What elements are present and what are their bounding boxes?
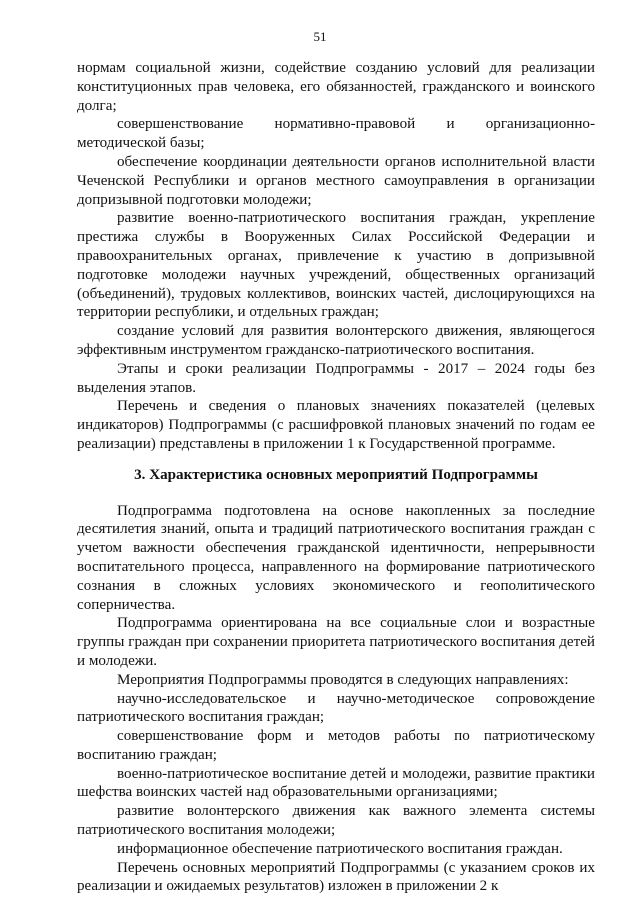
paragraph: развитие волонтерского движения как важного элемента системы патриотического воспитания молодежи; [77,803,595,839]
paragraph: Подпрограмма ориентирована на все социальные слои и возрастные группы граждан при сохранении приоритета патриотического воспитания детей и молодежи. [77,615,595,669]
document-body [77,59,595,896]
section-heading: 3. Характеристика основных мероприятий Подпрограммы [134,466,538,483]
page-number: 51 [313,29,327,44]
paragraph: обеспечение координации деятельности органов исполнительной власти Чеченской Республики и органов местного самоуправления в организации допризывной подготовки молодежи; [77,153,595,208]
paragraph: информационное обеспечение патриотического воспитания граждан. [117,840,563,857]
paragraph: совершенствование форм и методов работы по патриотическому воспитанию граждан; [77,728,595,763]
paragraph: создание условий для развития волонтерского движения, являющегося эффективным инструментом гражданско-патриотического воспитания. [77,323,595,358]
paragraph: нормам социальной жизни, содействие созданию условий для реализации конституционных прав человека, его обязанностей, гражданского и воинского долга; [77,60,595,114]
paragraph: Мероприятия Подпрограммы проводятся в следующих направлениях: [117,671,569,688]
paragraph: развитие военно-патриотического воспитания граждан, укрепление престижа службы в Вооруженных Силах Российской Федерации и правоохранительных органах, привлечение к участию в допризывной подготовке молодежи научных учреждений, общественных организаций (объединений), трудовых коллективов, воинских частей, дислоцирующихся на территории республики, и отдельных граждан; [77,210,595,321]
paragraph: военно-патриотическое воспитание детей и молодежи, развитие практики шефства воинских частей над образовательными организациями; [77,765,595,801]
paragraph: научно-исследовательское и научно-методическое сопровождение патриотического воспитания граждан; [77,690,595,726]
paragraph: Этапы и сроки реализации Подпрограммы - 2017 – 2024 годы без выделения этапов. [77,360,595,396]
paragraph: Перечень и сведения о плановых значениях показателей (целевых индикаторов) Подпрограммы (с расшифровкой плановых значений по годам ее реализации) представлены в приложении 1 к Государственной программе. [77,398,595,452]
paragraph: Подпрограмма подготовлена на основе накопленных за последние десятилетия знаний, опыта и традиций патриотического воспитания граждан с учетом важности обеспечения гражданской идентичности, непрерывности воспитательного процесса, направленного на формирование патриотического сознания в сложных условиях экономического и геополитического соперничества. [77,502,595,613]
paragraph: совершенствование нормативно-правовой и организационно-методической базы; [77,116,595,152]
paragraph: Перечень основных мероприятий Подпрограммы (с указанием сроков их реализации и ожидаемых результатов) изложен в приложении 2 к [77,859,595,895]
